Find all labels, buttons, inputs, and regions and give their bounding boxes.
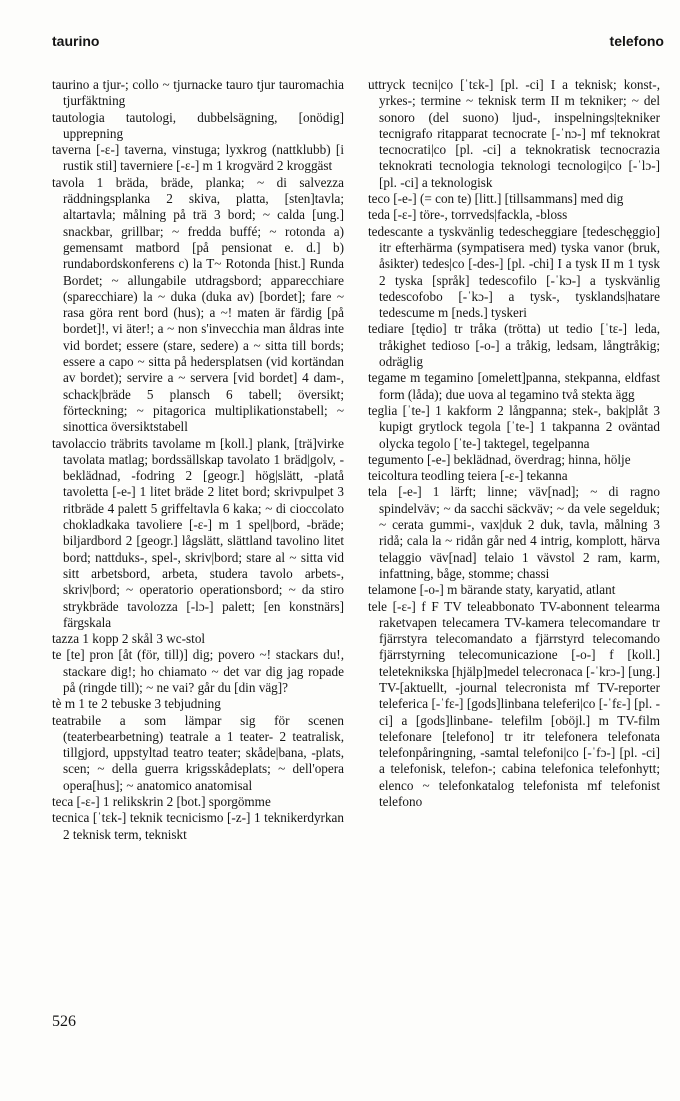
- dictionary-entry: tecnica [ˈtɛk-] teknik tecnicismo [-z-] 1 teknikerdyrkan 2 teknisk term, tekniskt: [52, 810, 344, 842]
- dictionary-entry: teglia [ˈte-] 1 kakform 2 långpanna; stek-, bak|plåt 3 kupigt grytlock tegola [ˈte-] 1 takpanna 2 oväntad olycka tegolo [ˈte-] taktegel, tegelpanna: [368, 402, 660, 451]
- dictionary-entry: tedescante a tyskvänlig tedescheggiare [tedeschęggio] itr efterhärma (sympatisera med) tyska vanor (bruk, åsikter) tedes|co [-des-] [pl. -chi] I a tysk II m 1 tysk 2 tyska [språk] tedescofilo [-ˈkɔ-] a tyskvänlig tedescofobo [-ˈkɔ-] a tysk-, tysklands|hatare tedescume m [neds.] tyskeri: [368, 223, 660, 321]
- left-guide-word: taurino: [52, 33, 100, 49]
- dictionary-entry: teca [-ɛ-] 1 relikskrin 2 [bot.] sporgömme: [52, 794, 271, 810]
- dictionary-entry: tè m 1 te 2 tebuske 3 tebjudning: [52, 696, 221, 712]
- dictionary-entry: tegame m tegamino [omelett]panna, stekpanna, eldfast form (låda); due uova al tegamino två stekta ägg: [368, 370, 660, 402]
- dictionary-entry: uttryck tecni|co [ˈtɛk-] [pl. -ci] I a teknisk; konst-, yrkes-; termine ~ teknisk term II m tekniker; ~ del sonoro (del suono) ljud-, inspelnings|tekniker tecnigrafo ritapparat tecnocrate [-ˈnɔ-] mf teknokrat tecnocrati|co [pl. -ci] a teknokratisk tecnocrazia teknokrati tecnologia teknologi tecnologi|co [-ˈlɔ-] [pl. -ci] a teknologisk: [368, 77, 660, 190]
- dictionary-entry: tazza 1 kopp 2 skål 3 wc-stol: [52, 631, 206, 647]
- dictionary-entry: tediare [tędio] tr tråka (trötta) ut tedio [ˈtɛ-] leda, tråkighet tedioso [-o-] a tråkig, ledsam, långtråkig; odräglig: [368, 321, 660, 370]
- page-number: 526: [52, 1013, 76, 1030]
- dictionary-entry: taverna [-ɛ-] taverna, vinstuga; lyxkrog (nattklubb) [i rustik stil] taverniere [-ɛ-] m 1 krogvärd 2 kroggäst: [52, 142, 344, 174]
- right-column: [368, 77, 660, 810]
- dictionary-entry: tegumento [-e-] beklädnad, överdrag; hinna, hölje: [368, 451, 631, 467]
- dictionary-entry: tautologia tautologi, dubbelsägning, [onödig] upprepning: [52, 109, 344, 141]
- dictionary-entry: tavola 1 bräda, bräde, planka; ~ di salvezza räddningsplanka 2 skiva, platta, [sten]tavla; altartavla; målning på trä 3 bord; ~ calda [ung.] snackbar, grillbar; ~ fredda buffé; ~ rotonda a) gemensamt matbord [på pensionat e. d.] b) rundabordskonferens c) la T~ Rotonda [hist.] Runda Bordet; ~ allungabile utdragsbord; apparecchiare (sparecchiare) la ~ duka (duka av) [bordet]; fare ~ rasa göra rent bord (hus); a ~! maten är färdig [på bordet]!, vi äter!; a ~ non s'invecchia man åldras inte vid bordet; essere (stare, sedere) a ~ sitta till bords; essere a capo ~ sitta på hedersplatsen (vid kortändan av bordet); servire a ~ servera [vid bordet] 4 dam-, schack|bräde 5 plansch 6 tabell; översikt; förteckning; ~ pitagorica multiplikationstabell; ~ sinottica översiktstabell: [52, 174, 344, 435]
- dictionary-entry: teicoltura teodling teiera [-ɛ-] tekanna: [368, 468, 568, 484]
- right-guide-word: telefono: [609, 33, 664, 49]
- running-header: [0, 33, 680, 55]
- dictionary-entry: tele [-ɛ-] f F TV teleabbonato TV-abonnent telearma raketvapen telecamera TV-kamera telecomandare tr fjärrstyra telecomandato a fjärrstyrd telecomando fjärrstyrning telecomunicazione [-o-] f [koll.] teleteknikska [hjälp]medel telecronaca [-ˈkrɔ-] [ung.] TV-[aktuellt, -journal telecronista mf TV-reporter teleferica [-ˈfɛ-] [gods]linbana teleferi|co [-ˈfɛ-] [pl. -ci] a [gods]linbane- telefilm [oböjl.] m TV-film telefonare [telefono] tr itr telefonera telefonata telefonpåringning, -samtal telefoni|co [-ˈfɔ-] [pl. -ci] a telefonisk, telefon-; cabina telefonica telefonhytt; elenco ~ telefonkatalog telefonista mf telefonist telefono: [368, 598, 660, 810]
- dictionary-entry: teco [-e-] (= con te) [litt.] [tillsammans] med dig: [368, 191, 624, 207]
- dictionary-entry: tavolaccio träbrits tavolame m [koll.] plank, [trä]virke tavolata matlag; bordssällskap tavolato 1 bräd|golv, -beklädnad, -fodring 2 [geogr.] hög|slätt, -platå tavoletta [-e-] 1 litet bräde 2 litet bord; skrivpulpet 3 ritbräde 4 palett 5 griffeltavla 6 kaka; ~ di cioccolato chokladkaka tavoliere [-ɛ-] m 1 spel|bord, -bräde; biljardbord 2 [geogr.] lågslätt, slättland tavolino litet bord; nattduks-, spel-, skriv|bord; stare al ~ sitta vid sitt arbetsbord, arbeta, studera tavolo arbets-, skriv|bord; ~ operatorio operationsbord; ~ da stiro strykbräde tavolozza [-lɔ-] palett; [en konstnärs] färgskala: [52, 435, 344, 630]
- dictionary-entry: tela [-e-] 1 lärft; linne; väv[nad]; ~ di ragno spindelväv; ~ da sacchi säckväv; ~ da vele segelduk; ~ cerata gummi-, vax|duk 2 duk, tavla, målning 3 ridå; cala la ~ ridån går ned 4 intrig, komplott, härva telaggio väv[nad] telaio 1 vävstol 2 ram, karm, infattning, båge, stomme; chassi: [368, 484, 660, 581]
- dictionary-entry: telamone [-o-] m bärande staty, karyatid, atlant: [368, 582, 616, 598]
- left-column: [52, 77, 344, 843]
- dictionary-entry: teda [-ɛ-] töre-, torrveds|fackla, -bloss: [368, 207, 568, 223]
- dictionary-entry: te [te] pron [åt (för, till)] dig; povero ~! stackars du!, stackare dig!; ho chiamato ~ det var dig jag ropade på (ringde till); ~ ne vai? går du [din väg]?: [52, 647, 344, 695]
- dictionary-entry: teatrabile a som lämpar sig för scenen (teaterbearbetning) teatrale a 1 teater- 2 teatralisk, tillgjord, uppstyltad teatro teater; skåde|bana, -plats, scen; ~ della guerra krigsskådeplats; ~ dell'opera opera[hus]; ~ anatomico anatomisal: [52, 712, 344, 793]
- dictionary-entry: taurino a tjur-; collo ~ tjurnacke tauro tjur tauromachia tjurfäktning: [52, 77, 344, 109]
